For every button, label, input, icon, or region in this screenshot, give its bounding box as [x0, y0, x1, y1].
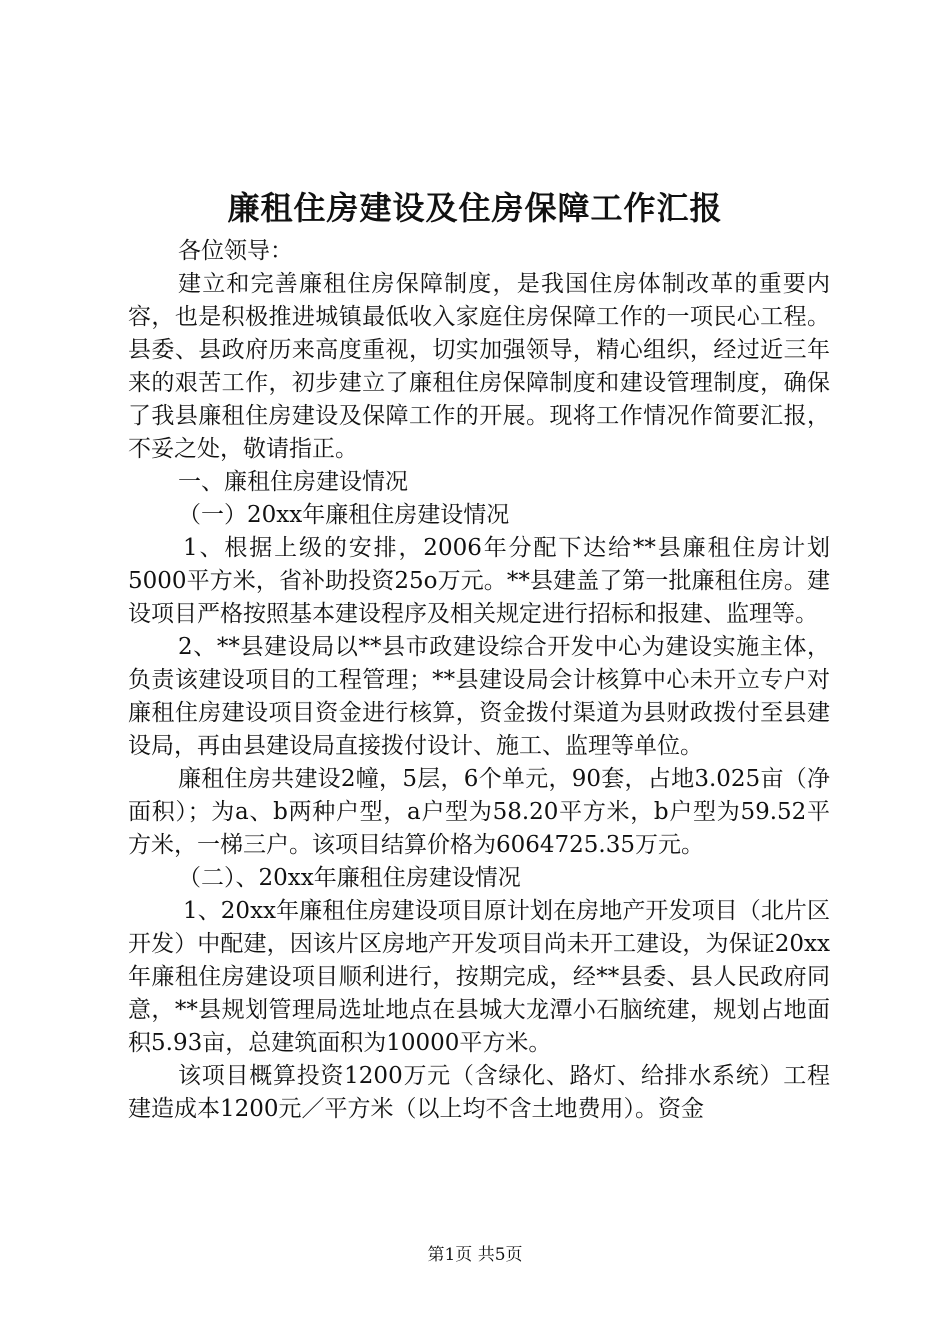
paragraph-item-2: 2、**县建设局以**县市政建设综合开发中心为建设实施主体，负责该建设项目的工程管理；**县建设局会计核算中心未开立专户对廉租住房建设项目资金进行核算，资金拨付渠道为县财政拨付至县建设局，再由县建设局直接拨付设计、施工、监理等单位。: [128, 634, 830, 759]
paragraph-item-3: 1、20xx年廉租住房建设项目原计划在房地产开发项目（北片区开发）中配建，因该片区房地产开发项目尚未开工建设，为保证20xx年廉租住房建设项目顺利进行，按期完成，经**县委、县人民政府同意，**县规划管理局选址地点在县城大龙潭小石脑统建，规划占地面积5.93亩，总建筑面积为10000平方米。: [128, 898, 830, 1056]
subsection-heading-1: （一）20xx年廉租住房建设情况: [178, 502, 510, 528]
section-heading-1: 一、廉租住房建设情况: [178, 469, 408, 495]
salutation: 各位领导：: [178, 238, 293, 264]
paragraph-housing-details: 廉租住房共建设2幢，5层，6个单元，90套，占地3.025亩（净面积）；为a、b两种户型，a户型为58.20平方米，b户型为59.52平方米，一梯三户。该项目结算价格为6064725.35万元。: [128, 766, 830, 858]
paragraph-intro: 建立和完善廉租住房保障制度，是我国住房体制改革的重要内容，也是积极推进城镇最低收入家庭住房保障工作的一项民心工程。县委、县政府历来高度重视，切实加强领导，精心组织，经过近三年来的艰苦工作，初步建立了廉租住房保障制度和建设管理制度，确保了我县廉租住房建设及保障工作的开展。现将工作情况作简要汇报，不妥之处，敬请指正。: [128, 271, 830, 462]
paragraph-investment: 该项目概算投资1200万元（含绿化、路灯、给排水系统）工程建造成本1200元／平方米（以上均不含土地费用）。资金: [128, 1063, 830, 1122]
subsection-heading-2: （二）、20xx年廉租住房建设情况: [178, 865, 521, 891]
document-body: [128, 235, 830, 1126]
paragraph-item-1: 1、根据上级的安排，2006年分配下达给**县廉租住房计划5000平方米，省补助投资25o万元。**县建盖了第一批廉租住房。建设项目严格按照基本建设程序及相关规定进行招标和报建、监理等。: [128, 535, 830, 627]
page-footer: 第1页 共5页: [427, 1245, 523, 1265]
document-title: 廉租住房建设及住房保障工作汇报: [227, 189, 723, 227]
